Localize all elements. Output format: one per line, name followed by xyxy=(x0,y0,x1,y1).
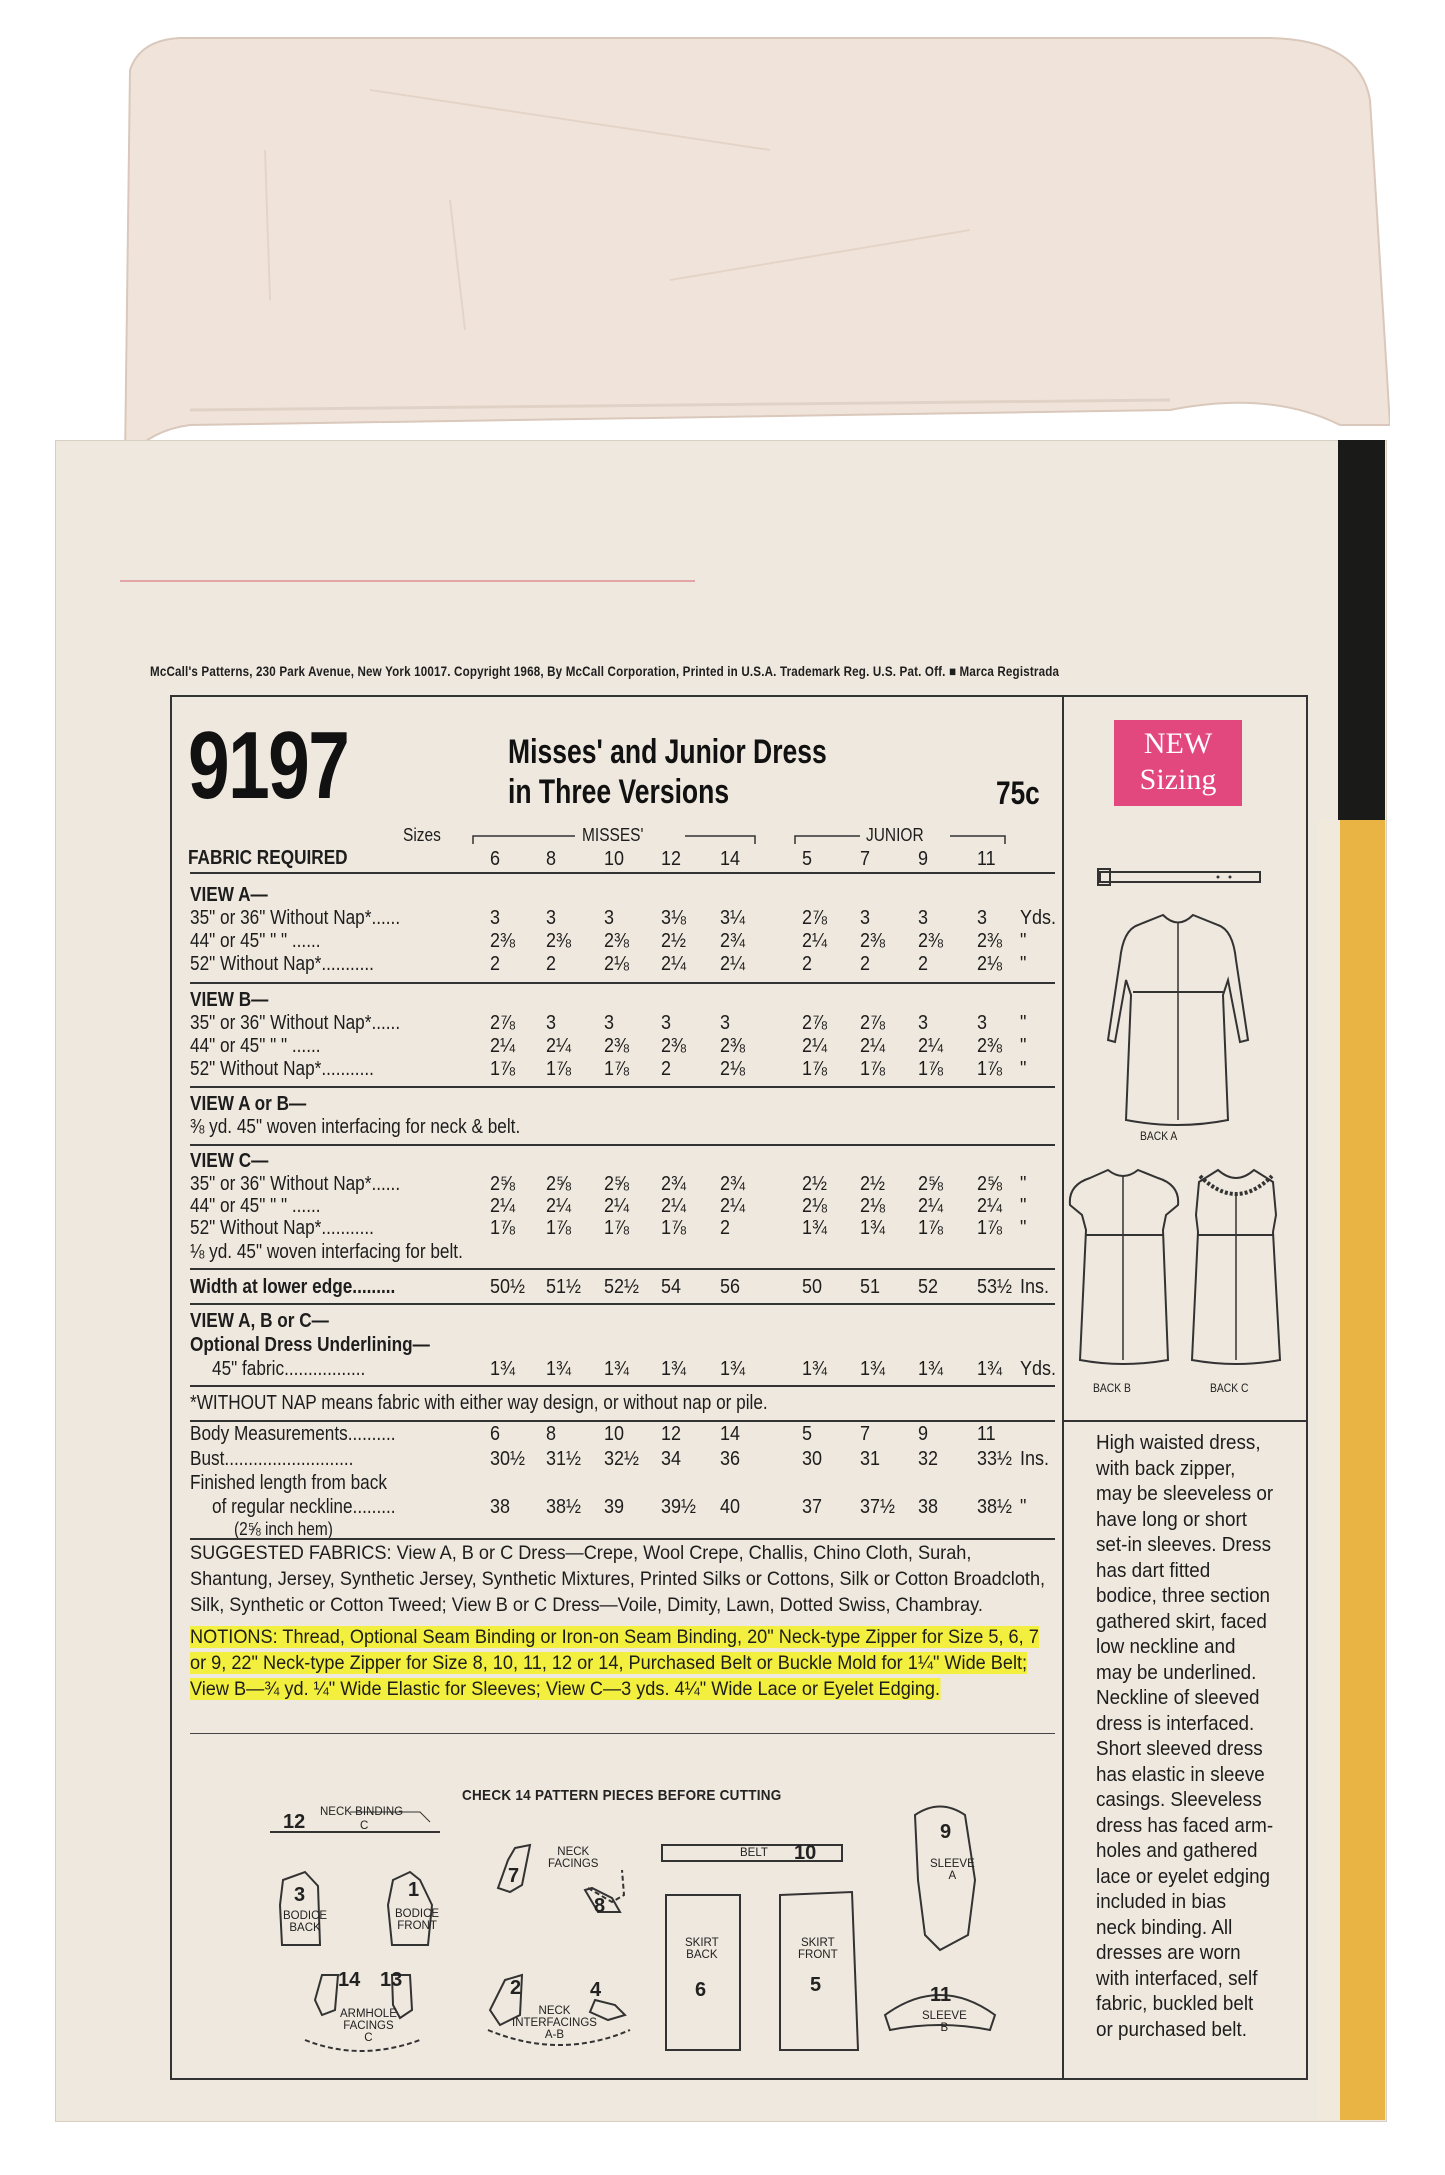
bust-value: 30 xyxy=(802,1448,823,1470)
yardage-value: 3 xyxy=(720,1012,731,1034)
yardage-value: 2⅜ xyxy=(490,930,516,952)
underlining-heading-1: VIEW A, B or C— xyxy=(190,1310,329,1332)
view-c-heading: VIEW C— xyxy=(190,1150,269,1172)
yardage-value: 2¼ xyxy=(661,1195,687,1217)
yardage-value: 2⅜ xyxy=(720,1035,746,1057)
sizes-label: Sizes xyxy=(403,825,441,845)
bust-label: Bust........................... xyxy=(190,1448,354,1470)
length-value: 37½ xyxy=(860,1496,896,1518)
piece-number-9: 9 xyxy=(940,1821,952,1843)
yardage-value: 3 xyxy=(546,907,557,929)
size-value: 12 xyxy=(661,848,682,870)
yardage-value: 3¼ xyxy=(720,907,746,929)
yardage-value: 3 xyxy=(604,907,615,929)
size-value: 6 xyxy=(490,848,501,870)
yardage-value: 3 xyxy=(546,1012,557,1034)
bust-value: 32 xyxy=(918,1448,939,1470)
width-unit: Ins. xyxy=(1020,1276,1050,1298)
size-value: 7 xyxy=(860,848,871,870)
yardage-value: 1¾ xyxy=(860,1217,886,1239)
yardage-value: 2¼ xyxy=(977,1195,1003,1217)
size-value: 14 xyxy=(720,848,741,870)
length-value: 38 xyxy=(490,1496,511,1518)
yardage-label: 52" Without Nap*........... xyxy=(190,1058,374,1080)
piece-number-14: 14 xyxy=(338,1969,361,1991)
yardage-value: 2⅝ xyxy=(546,1173,572,1195)
yardage-value: 2¾ xyxy=(661,1173,687,1195)
yardage-label: 35" or 36" Without Nap*...... xyxy=(190,907,401,929)
yardage-value: 2⅜ xyxy=(977,930,1003,952)
yardage-value: 1⅞ xyxy=(546,1217,572,1239)
yardage-unit: " xyxy=(1020,1058,1027,1080)
yardage-unit: " xyxy=(1020,1217,1027,1239)
fabric-required-heading: FABRIC REQUIRED xyxy=(188,847,348,869)
belt-label: BELT xyxy=(740,1847,768,1859)
yardage-value: 3⅛ xyxy=(661,907,687,929)
yardage-value: 2⅜ xyxy=(604,930,630,952)
neck-facings-label: NECK FACINGS xyxy=(548,1846,599,1870)
yardage-value: 1⅞ xyxy=(977,1058,1003,1080)
misses-label: MISSES' xyxy=(582,825,644,845)
dress-description: High waisted dress, with back zipper, may be sleeveless or have long or short set-in sleeves. Dress has dart fitted bodice, three section gathered skirt, faced low neckline and may be underlined. Neckline of sleeved dress is interfaced. Short sleeved dress has elastic in sleeve casings. Sleeveless dress has faced arm- holes and gathered lace or eyelet edging included in bias neck binding. All dresses are worn with interfaced, self fabric, buckled belt or purchased belt. xyxy=(1096,1431,1274,2041)
bust-value: 33½ xyxy=(977,1448,1013,1470)
bodice-front-label: BODICE FRONT xyxy=(395,1908,440,1932)
yardage-value: 3 xyxy=(860,907,871,929)
yardage-unit: Yds. xyxy=(1020,907,1057,929)
underlining-heading-2: Optional Dress Underlining— xyxy=(190,1334,430,1356)
yardage-value: 2¼ xyxy=(918,1195,944,1217)
skirt-front-piece xyxy=(780,1892,858,2050)
junior-label: JUNIOR xyxy=(866,825,924,845)
yardage-value: 1⅞ xyxy=(604,1217,630,1239)
back-c-label: BACK C xyxy=(1210,1381,1249,1395)
yardage-value: 2⅛ xyxy=(604,953,630,975)
size-value: 9 xyxy=(918,848,929,870)
yardage-value: 2⅞ xyxy=(802,907,828,929)
price: 75c xyxy=(996,775,1040,811)
badge-line1: NEW xyxy=(1143,727,1213,760)
underlining-value: 1¾ xyxy=(860,1358,886,1380)
yardage-value: 2¾ xyxy=(720,930,746,952)
length-value: 38½ xyxy=(977,1496,1013,1518)
pieces-heading: CHECK 14 PATTERN PIECES BEFORE CUTTING xyxy=(462,1787,782,1804)
yardage-value: 2⅞ xyxy=(802,1012,828,1034)
yardage-label: 44" or 45" " " ...... xyxy=(190,1195,321,1217)
yardage-value: 3 xyxy=(918,1012,929,1034)
width-value: 50 xyxy=(802,1276,823,1298)
yardage-value: 2¼ xyxy=(604,1195,630,1217)
yardage-label: 52" Without Nap*........... xyxy=(190,1217,374,1239)
length-value: 38½ xyxy=(546,1496,582,1518)
view-ab-heading: VIEW A or B— xyxy=(190,1093,307,1115)
piece-number-7: 7 xyxy=(508,1865,520,1887)
yardage-value: 2⅛ xyxy=(802,1195,828,1217)
yardage-value: 2 xyxy=(918,953,929,975)
yardage-value: 2⅜ xyxy=(860,930,886,952)
yardage-value: 2 xyxy=(802,953,813,975)
yardage-value: 2¼ xyxy=(918,1035,944,1057)
yardage-unit: " xyxy=(1020,953,1027,975)
width-value: 50½ xyxy=(490,1276,526,1298)
length-value: 37 xyxy=(802,1496,823,1518)
bust-value: 31 xyxy=(860,1448,881,1470)
publisher-line: McCall's Patterns, 230 Park Avenue, New York 10017. Copyright 1968, By McCall Corporation, Printed in U.S.A. Trademark Reg. U.S. Pat. Off. ■ Marca Registrada xyxy=(150,664,1060,679)
yardage-value: 2⅝ xyxy=(490,1173,516,1195)
body-size-value: 8 xyxy=(546,1423,557,1445)
back-a-label: BACK A xyxy=(1140,1129,1178,1143)
yardage-value: 1⅞ xyxy=(918,1217,944,1239)
bodice-back-piece xyxy=(280,1872,320,1945)
yardage-label: 35" or 36" Without Nap*...... xyxy=(190,1012,401,1034)
view-c-note: ⅛ yd. 45" woven interfacing for belt. xyxy=(190,1241,463,1263)
size-value: 11 xyxy=(977,848,996,870)
body-size-value: 12 xyxy=(661,1423,682,1445)
yardage-value: 1¾ xyxy=(802,1217,828,1239)
yardage-value: 2⅞ xyxy=(490,1012,516,1034)
yardage-unit: " xyxy=(1020,1195,1027,1217)
length-label-3: (2⅝ inch hem) xyxy=(234,1519,333,1539)
skirt-front-label: SKIRT FRONT xyxy=(798,1937,838,1961)
yardage-value: 3 xyxy=(490,907,501,929)
body-size-value: 14 xyxy=(720,1423,741,1445)
yardage-label: 44" or 45" " " ...... xyxy=(190,1035,321,1057)
body-size-value: 5 xyxy=(802,1423,813,1445)
nap-note: *WITHOUT NAP means fabric with either way design, or without nap or pile. xyxy=(190,1392,768,1414)
underlining-label: 45" fabric................. xyxy=(212,1358,366,1380)
yardage-value: 1⅞ xyxy=(860,1058,886,1080)
piece-number-4: 4 xyxy=(590,1979,602,2001)
length-label-2: of regular neckline......... xyxy=(212,1496,396,1518)
yardage-value: 2¼ xyxy=(720,953,746,975)
neck-binding-label: NECK BINDING xyxy=(320,1806,404,1818)
width-value: 56 xyxy=(720,1276,741,1298)
underlining-value: 1¾ xyxy=(918,1358,944,1380)
yardage-value: 2¼ xyxy=(860,1035,886,1057)
bust-value: 31½ xyxy=(546,1448,582,1470)
yardage-unit: " xyxy=(1020,1035,1027,1057)
width-value: 51½ xyxy=(546,1276,582,1298)
yardage-value: 1⅞ xyxy=(918,1058,944,1080)
yardage-value: 2⅛ xyxy=(977,953,1003,975)
bust-value: 32½ xyxy=(604,1448,640,1470)
piece-number-12: 12 xyxy=(283,1811,306,1833)
size-value: 8 xyxy=(546,848,557,870)
yardage-value: 2⅜ xyxy=(977,1035,1003,1057)
width-value: 53½ xyxy=(977,1276,1013,1298)
body-size-value: 6 xyxy=(490,1423,501,1445)
yardage-value: 3 xyxy=(977,907,988,929)
yardage-value: 2¾ xyxy=(720,1173,746,1195)
yardage-value: 2¼ xyxy=(490,1035,516,1057)
yardage-value: 2½ xyxy=(802,1173,828,1195)
piece-number-10: 10 xyxy=(794,1842,817,1864)
yardage-value: 2⅝ xyxy=(918,1173,944,1195)
yardage-value: 2¼ xyxy=(661,953,687,975)
length-label-1: Finished length from back xyxy=(190,1472,387,1494)
yardage-value: 2⅜ xyxy=(661,1035,687,1057)
yardage-label: 52" Without Nap*........... xyxy=(190,953,374,975)
yardage-unit: " xyxy=(1020,1012,1027,1034)
length-value: 39½ xyxy=(661,1496,697,1518)
notions-text: NOTIONS: Thread, Optional Seam Binding or Iron-on Seam Binding, 20" Neck-type Zipper for Size 5, 6, 7 or 9, 22" Neck-type Zipper for Size 8, 10, 11, 12 or 14, Purchased Belt or Buckle Mold for 1¼" Wide Belt; View B—¾ yd. ¼" Wide Elastic for Sleeves; View C—3 yds. 4¼" Wide Lace or Eyelet Edging. xyxy=(190,1626,1039,1700)
width-value: 54 xyxy=(661,1276,682,1298)
sleeve-b-label: SLEEVE B xyxy=(922,2010,967,2034)
yardage-value: 3 xyxy=(604,1012,615,1034)
yardage-value: 1⅞ xyxy=(546,1058,572,1080)
length-unit: " xyxy=(1020,1496,1027,1518)
body-size-value: 9 xyxy=(918,1423,929,1445)
body-size-value: 11 xyxy=(977,1423,996,1445)
yardage-unit: " xyxy=(1020,1173,1027,1195)
body-size-value: 7 xyxy=(860,1423,871,1445)
width-value: 52 xyxy=(918,1276,939,1298)
yardage-value: 2¼ xyxy=(546,1195,572,1217)
pattern-title-line1: Misses' and Junior Dress xyxy=(508,733,827,771)
yardage-value: 2 xyxy=(546,953,557,975)
yardage-value: 1⅞ xyxy=(802,1058,828,1080)
bust-value: 30½ xyxy=(490,1448,526,1470)
underlining-value: 1¾ xyxy=(802,1358,828,1380)
bodice-back-label: BODICE BACK xyxy=(283,1910,328,1934)
sleeve-a-label: SLEEVE A xyxy=(930,1858,975,1882)
badge-line2: Sizing xyxy=(1139,763,1217,796)
underlining-value: 1¾ xyxy=(661,1358,687,1380)
piece-number-11: 11 xyxy=(930,1984,952,2006)
yardage-value: 1⅞ xyxy=(490,1058,516,1080)
underlining-value: 1¾ xyxy=(546,1358,572,1380)
yardage-value: 2 xyxy=(860,953,871,975)
yardage-label: 35" or 36" Without Nap*...... xyxy=(190,1173,401,1195)
neck-binding-letter: C xyxy=(360,1820,369,1832)
yardage-value: 2⅜ xyxy=(604,1035,630,1057)
yardage-value: 2¼ xyxy=(802,930,828,952)
yardage-value: 2⅛ xyxy=(860,1195,886,1217)
bust-unit: Ins. xyxy=(1020,1448,1050,1470)
width-value: 52½ xyxy=(604,1276,640,1298)
bust-value: 36 xyxy=(720,1448,741,1470)
yardage-value: 1⅞ xyxy=(604,1058,630,1080)
yardage-value: 2¼ xyxy=(490,1195,516,1217)
yardage-value: 1⅞ xyxy=(661,1217,687,1239)
body-size-value: 10 xyxy=(604,1423,625,1445)
underlining-value: 1¾ xyxy=(720,1358,746,1380)
piece-number-13: 13 xyxy=(380,1969,403,1991)
yardage-label: 44" or 45" " " ...... xyxy=(190,930,321,952)
size-value: 5 xyxy=(802,848,813,870)
piece-number-3: 3 xyxy=(294,1884,306,1906)
back-b-label: BACK B xyxy=(1093,1381,1131,1395)
length-value: 38 xyxy=(918,1496,939,1518)
yardage-value: 2 xyxy=(720,1217,731,1239)
yardage-value: 2½ xyxy=(661,930,687,952)
underlining-value: 1¾ xyxy=(604,1358,630,1380)
yardage-value: 2¼ xyxy=(802,1035,828,1057)
skirt-back-piece xyxy=(666,1895,740,2050)
bust-value: 34 xyxy=(661,1448,682,1470)
yardage-value: 2⅜ xyxy=(918,930,944,952)
width-label: Width at lower edge......... xyxy=(190,1276,396,1298)
yardage-value: 2⅝ xyxy=(604,1173,630,1195)
yardage-value: 2⅝ xyxy=(977,1173,1003,1195)
view-ab-note: ⅜ yd. 45" woven interfacing for neck & belt. xyxy=(190,1116,521,1138)
pattern-title-line2: in Three Versions xyxy=(508,773,730,811)
yardage-value: 1⅞ xyxy=(977,1217,1003,1239)
length-value: 39 xyxy=(604,1496,625,1518)
piece-number-8: 8 xyxy=(594,1895,606,1917)
yardage-value: 1⅞ xyxy=(490,1217,516,1239)
length-value: 40 xyxy=(720,1496,741,1518)
skirt-back-label: SKIRT BACK xyxy=(685,1937,719,1961)
underlining-unit: Yds. xyxy=(1020,1358,1057,1380)
yardage-value: 3 xyxy=(661,1012,672,1034)
underlining-value: 1¾ xyxy=(490,1358,516,1380)
yardage-value: 3 xyxy=(977,1012,988,1034)
yardage-value: 2¼ xyxy=(720,1195,746,1217)
view-b-heading: VIEW B— xyxy=(190,989,269,1011)
piece-number-5: 5 xyxy=(810,1974,822,1996)
pattern-number: 9197 xyxy=(188,712,349,819)
armhole-facing-14 xyxy=(315,1975,338,2015)
yardage-value: 2⅜ xyxy=(546,930,572,952)
yardage-value: 3 xyxy=(918,907,929,929)
body-measurements-label: Body Measurements.......... xyxy=(190,1423,396,1445)
underlining-value: 1¾ xyxy=(977,1358,1003,1380)
view-a-heading: VIEW A— xyxy=(190,884,268,906)
size-value: 10 xyxy=(604,848,625,870)
yardage-value: 2 xyxy=(661,1058,672,1080)
yardage-value: 2 xyxy=(490,953,501,975)
width-value: 51 xyxy=(860,1276,881,1298)
piece-number-1: 1 xyxy=(408,1879,420,1901)
armhole-facings-label: ARMHOLE FACINGS C xyxy=(340,2008,397,2044)
yardage-value: 2⅛ xyxy=(720,1058,746,1080)
neck-interfacings-label: NECK INTERFACINGS A-B xyxy=(512,2005,597,2041)
piece-number-6: 6 xyxy=(695,1979,707,2001)
yardage-unit: " xyxy=(1020,930,1027,952)
suggested-fabrics: SUGGESTED FABRICS: View A, B or C Dress—Crepe, Wool Crepe, Challis, Chino Cloth, Surah, Shantung, Jersey, Synthetic Jersey, Synthetic Mixtures, Printed Silks or Cottons, Silk or Cotton Broadcloth, Silk, Synthetic or Cotton Tweed; View B or C Dress—Voile, Dimity, Lawn, Dotted Swiss, Chambray. xyxy=(190,1542,1046,1616)
yardage-value: 2½ xyxy=(860,1173,886,1195)
piece-number-2: 2 xyxy=(510,1977,522,1999)
yardage-value: 2¼ xyxy=(546,1035,572,1057)
yardage-value: 2⅞ xyxy=(860,1012,886,1034)
